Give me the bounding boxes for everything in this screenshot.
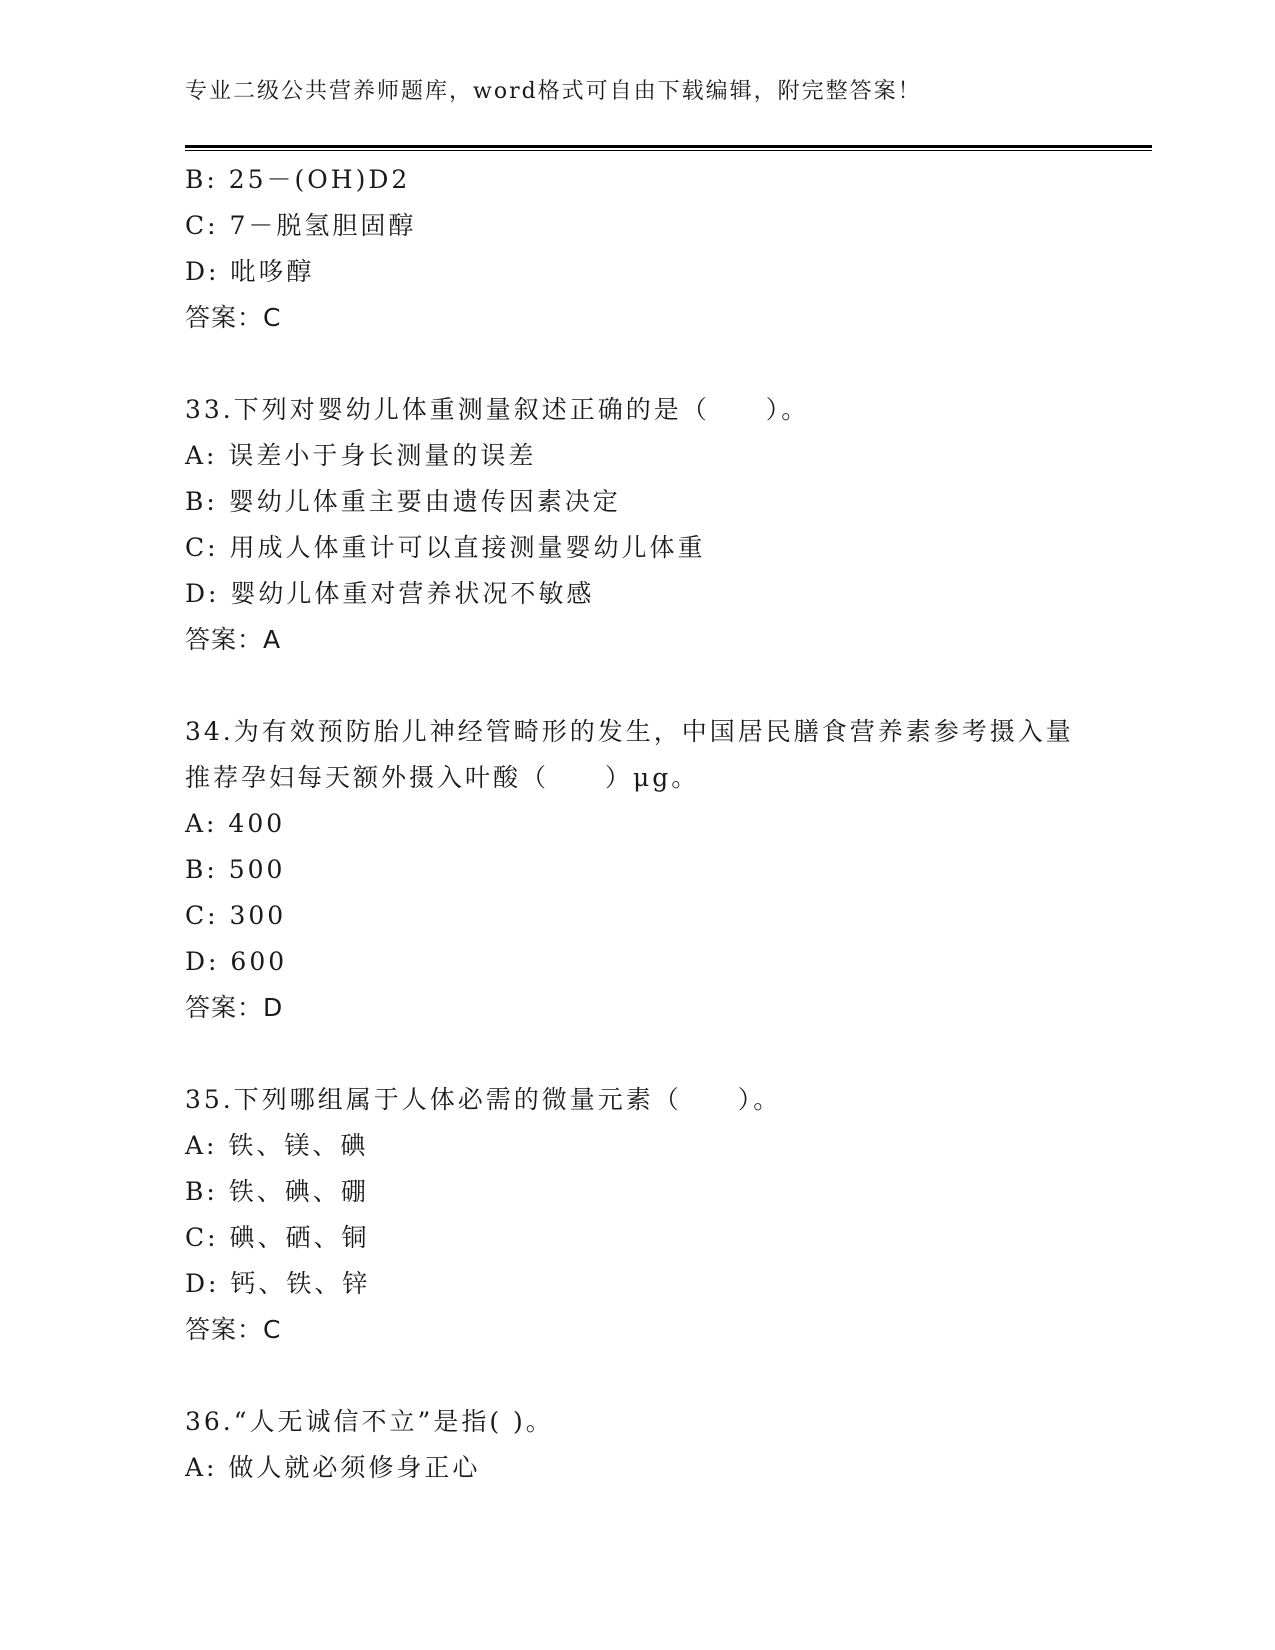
option-a: A: 铁、镁、碘 bbox=[185, 1131, 369, 1160]
option-b: B: 25－(OH)D2 bbox=[185, 165, 411, 194]
question-34 bbox=[185, 709, 1085, 1031]
question-stem: 35.下列哪组属于人体必需的微量元素（ ）。 bbox=[185, 1085, 782, 1114]
question-32-continued bbox=[185, 157, 1085, 341]
option-a: A: 误差小于身长测量的误差 bbox=[185, 441, 537, 470]
option-c: C: 7－脱氢胆固醇 bbox=[185, 211, 417, 240]
question-33 bbox=[185, 387, 1085, 663]
question-36 bbox=[185, 1399, 1085, 1491]
option-c: C: 用成人体重计可以直接测量婴幼儿体重 bbox=[185, 533, 706, 562]
header-divider bbox=[185, 145, 1152, 151]
option-a: A: 400 bbox=[185, 809, 286, 838]
option-c: C: 300 bbox=[185, 901, 287, 930]
page-header: 专业二级公共营养师题库，word格式可自由下载编辑，附完整答案！ bbox=[185, 79, 922, 104]
answer-line: 答案：A bbox=[185, 625, 282, 654]
question-stem: 36.“人无诚信不立”是指( )。 bbox=[185, 1407, 554, 1436]
answer-line: 答案：D bbox=[185, 993, 284, 1022]
option-d: D: 钙、铁、锌 bbox=[185, 1269, 371, 1298]
question-35 bbox=[185, 1077, 1085, 1353]
option-b: B: 婴幼儿体重主要由遗传因素决定 bbox=[185, 487, 621, 516]
option-d: D: 吡哆醇 bbox=[185, 257, 315, 286]
option-b: B: 500 bbox=[185, 855, 286, 884]
option-c: C: 碘、硒、铜 bbox=[185, 1223, 370, 1252]
answer-line: 答案：C bbox=[185, 1315, 282, 1344]
answer-line: 答案：C bbox=[185, 303, 282, 332]
option-d: D: 婴幼儿体重对营养状况不敏感 bbox=[185, 579, 595, 608]
question-stem: 34.为有效预防胎儿神经管畸形的发生，中国居民膳食营养素参考摄入量推荐孕妇每天额外摄入叶酸（ ）μg。 bbox=[185, 717, 1074, 792]
question-stem: 33.下列对婴幼儿体重测量叙述正确的是（ ）。 bbox=[185, 395, 810, 424]
option-d: D: 600 bbox=[185, 947, 288, 976]
question-list bbox=[185, 157, 1085, 1491]
option-a: A: 做人就必须修身正心 bbox=[185, 1453, 481, 1482]
option-b: B: 铁、碘、硼 bbox=[185, 1177, 369, 1206]
